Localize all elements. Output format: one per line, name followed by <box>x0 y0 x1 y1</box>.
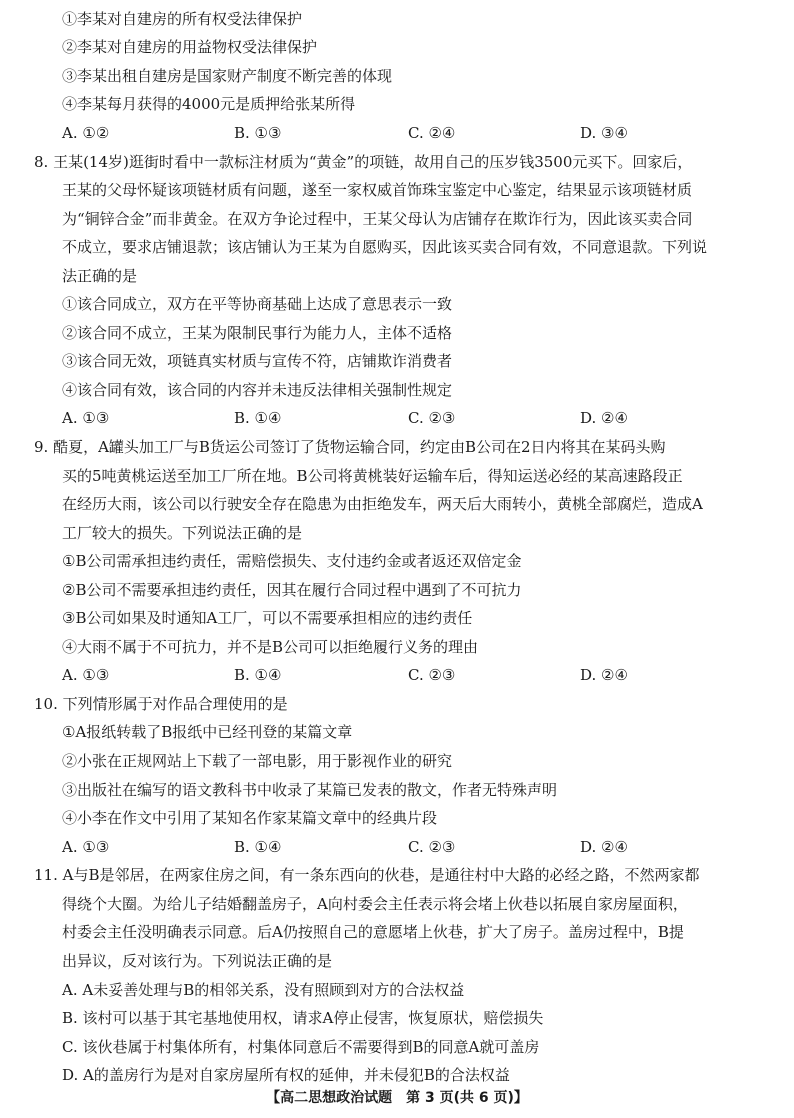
q7-choice-c: C. ②④ <box>408 124 456 142</box>
q8-choice-c: C. ②③ <box>408 409 456 427</box>
q7-option-3: ③李某出租自建房是国家财产制度不断完善的体现 <box>62 67 393 85</box>
q8-choices <box>62 408 742 428</box>
q7-choices <box>62 123 742 143</box>
q9-stem-line-3: 在经历大雨，该公司以行驶安全存在隐患为由拒绝发车，两天后大雨转小，黄桃全部腐烂，造成A <box>62 495 703 513</box>
q9-stem-line-1: 9. 酷夏，A罐头加工厂与B货运公司签订了货物运输合同，约定由B公司在2日内将其在某码头购 <box>34 438 666 456</box>
q10-option-3: ③出版社在编写的语文教科书中收录了某篇已发表的散文，作者无特殊声明 <box>62 781 558 799</box>
q9-stem-line-2: 买的5吨黄桃运送至加工厂所在地。B公司将黄桃装好运输车后，得知运送必经的某高速路段正 <box>62 467 683 485</box>
q7-choice-a: A. ①② <box>62 124 110 142</box>
q9-option-4: ④大雨不属于不可抗力，并不是B公司可以拒绝履行义务的理由 <box>62 638 479 656</box>
q7-option-2: ②李某对自建房的用益物权受法律保护 <box>62 38 318 56</box>
q7-option-4: ④李某每月获得的4000元是质押给张某所得 <box>62 95 356 113</box>
q9-choice-a: A. ①③ <box>62 666 110 684</box>
q11-option-b: B. 该村可以基于其宅基地使用权，请求A停止侵害，恢复原状，赔偿损失 <box>62 1009 544 1027</box>
q8-option-3: ③该合同无效，项链真实材质与宣传不符，店铺欺诈消费者 <box>62 352 453 370</box>
q8-choice-d: D. ②④ <box>580 409 628 427</box>
q7-choice-b: B. ①③ <box>234 124 282 142</box>
q11-stem-line-3: 村委会主任没明确表示同意。后A仍按照自己的意愿堵上伙巷，扩大了房子。盖房过程中，B提 <box>62 923 684 941</box>
q8-option-2: ②该合同不成立，王某为限制民事行为能力人，主体不适格 <box>62 324 453 342</box>
q9-choice-b: B. ①④ <box>234 666 282 684</box>
q9-option-2: ②B公司不需要承担违约责任，因其在履行合同过程中遇到了不可抗力 <box>62 581 522 599</box>
q10-stem-line-1: 10. 下列情形属于对作品合理使用的是 <box>34 695 288 713</box>
q9-choice-d: D. ②④ <box>580 666 628 684</box>
q10-choices <box>62 837 742 857</box>
q8-option-4: ④该合同有效，该合同的内容并未违反法律相关强制性规定 <box>62 381 453 399</box>
q7-choice-d: D. ③④ <box>580 124 628 142</box>
q8-stem-line-1: 8. 王某(14岁)逛街时看中一款标注材质为“黄金”的项链，故用自己的压岁钱3500元买下。回家后， <box>34 153 693 171</box>
q10-option-4: ④小李在作文中引用了某知名作家某篇文章中的经典片段 <box>62 809 438 827</box>
q8-stem-line-5: 法正确的是 <box>62 267 138 285</box>
q9-choices <box>62 665 742 685</box>
q9-option-1: ①B公司需承担违约责任，需赔偿损失、支付违约金或者返还双倍定金 <box>62 552 522 570</box>
q8-choice-b: B. ①④ <box>234 409 282 427</box>
q8-option-1: ①该合同成立，双方在平等协商基础上达成了意思表示一致 <box>62 295 453 313</box>
q8-stem-line-3: 为“铜锌合金”而非黄金。在双方争论过程中，王某父母认为店铺存在欺诈行为，因此该买卖合同 <box>62 210 693 228</box>
q11-option-a: A. A未妥善处理与B的相邻关系，没有照顾到对方的合法权益 <box>62 981 465 999</box>
q9-choice-c: C. ②③ <box>408 666 456 684</box>
q9-option-3: ③B公司如果及时通知A工厂，可以不需要承担相应的违约责任 <box>62 609 473 627</box>
q11-option-c: C. 该伙巷属于村集体所有，村集体同意后不需要得到B的同意A就可盖房 <box>62 1038 540 1056</box>
q7-option-1: ①李某对自建房的所有权受法律保护 <box>62 10 303 28</box>
q11-option-d: D. A的盖房行为是对自家房屋所有权的延伸，并未侵犯B的合法权益 <box>62 1066 510 1084</box>
q10-choice-b: B. ①④ <box>234 838 282 856</box>
q8-stem-line-4: 不成立，要求店铺退款；该店铺认为王某为自愿购买，因此该买卖合同有效，不同意退款。下列说 <box>62 238 708 256</box>
q9-stem-line-4: 工厂较大的损失。下列说法正确的是 <box>62 524 303 542</box>
q11-stem-line-2: 得绕个大圈。为给儿子结婚翻盖房子，A向村委会主任表示将会堵上伙巷以拓展自家房屋面积， <box>62 895 688 913</box>
q10-choice-c: C. ②③ <box>408 838 456 856</box>
q10-option-2: ②小张在正规网站上下载了一部电影，用于影视作业的研究 <box>62 752 453 770</box>
q10-choice-d: D. ②④ <box>580 838 628 856</box>
q11-stem-line-4: 出异议，反对该行为。下列说法正确的是 <box>62 952 333 970</box>
q8-choice-a: A. ①③ <box>62 409 110 427</box>
page-footer: 【高二思想政治试题 第 3 页(共 6 页)】 <box>266 1090 528 1106</box>
q10-option-1: ①A报纸转载了B报纸中已经刊登的某篇文章 <box>62 723 353 741</box>
q8-stem-line-2: 王某的父母怀疑该项链材质有问题，遂至一家权威首饰珠宝鉴定中心鉴定，结果显示该项链材质 <box>62 181 693 199</box>
q10-choice-a: A. ①③ <box>62 838 110 856</box>
q11-stem-line-1: 11. A与B是邻居，在两家住房之间，有一条东西向的伙巷，是通往村中大路的必经之路，不然两家都 <box>34 866 700 884</box>
